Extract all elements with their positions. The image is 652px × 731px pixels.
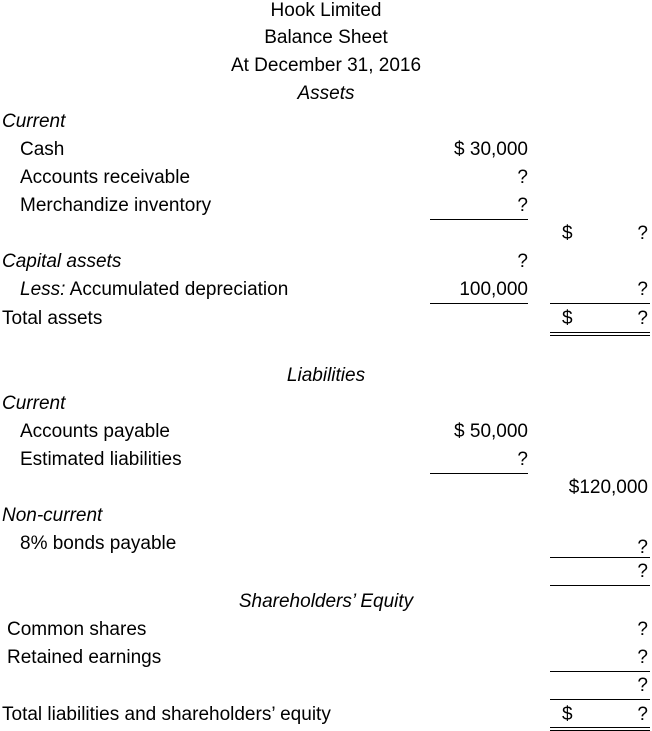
rule-line bbox=[430, 303, 528, 304]
est-liabilities-value: ? bbox=[517, 449, 528, 470]
rule-line bbox=[550, 699, 650, 700]
equity-heading: Shareholders’ Equity bbox=[238, 591, 414, 612]
rule-line bbox=[550, 557, 650, 558]
accum-depreciation-value: 100,000 bbox=[459, 279, 528, 300]
liabilities-heading: Liabilities bbox=[286, 365, 366, 386]
current-assets-label: Current bbox=[2, 111, 66, 132]
current-assets-dollar: $ bbox=[562, 223, 573, 244]
accum-label-text: Accumulated depreciation bbox=[65, 279, 289, 300]
ap-value: $ 50,000 bbox=[454, 421, 528, 442]
retained-earnings-value: ? bbox=[637, 647, 648, 668]
rule-line bbox=[430, 219, 528, 220]
double-rule-top bbox=[550, 332, 650, 333]
bonds-value: ? bbox=[637, 537, 648, 558]
current-liabilities-total: $120,000 bbox=[568, 477, 648, 498]
total-liabilities-value: ? bbox=[637, 561, 648, 582]
est-liabilities-label: Estimated liabilities bbox=[20, 449, 182, 470]
total-equity-value: ? bbox=[637, 675, 648, 696]
cash-value: $ 30,000 bbox=[454, 139, 528, 160]
total-assets-value: ? bbox=[637, 308, 648, 329]
inventory-label: Merchandize inventory bbox=[20, 195, 212, 216]
rule-line bbox=[430, 473, 528, 474]
bonds-label: 8% bonds payable bbox=[20, 533, 177, 554]
grand-total-label: Total liabilities and shareholders’ equity bbox=[2, 704, 331, 725]
ar-value: ? bbox=[517, 167, 528, 188]
capital-assets-value: ? bbox=[517, 251, 528, 272]
grand-total-value: ? bbox=[637, 704, 648, 725]
noncurrent-label: Non-current bbox=[2, 505, 103, 526]
capital-assets-label: Capital assets bbox=[2, 251, 122, 272]
rule-line bbox=[550, 303, 650, 304]
rule-line bbox=[550, 585, 650, 586]
total-assets-dollar: $ bbox=[562, 308, 573, 329]
assets-heading: Assets bbox=[297, 83, 355, 104]
current-assets-total: ? bbox=[637, 223, 648, 244]
rule-line bbox=[550, 671, 650, 672]
retained-earnings-label: Retained earnings bbox=[7, 647, 162, 668]
common-shares-value: ? bbox=[637, 619, 648, 640]
accum-depreciation-label bbox=[20, 279, 288, 301]
less-label: Less: bbox=[20, 279, 66, 300]
common-shares-label: Common shares bbox=[7, 619, 147, 640]
current-liabilities-label: Current bbox=[2, 393, 66, 414]
double-rule-top bbox=[550, 727, 650, 728]
statement-date: At December 31, 2016 bbox=[230, 55, 422, 76]
inventory-value: ? bbox=[517, 195, 528, 216]
ap-label: Accounts payable bbox=[20, 421, 170, 442]
ar-label: Accounts receivable bbox=[20, 167, 191, 188]
cash-label: Cash bbox=[20, 139, 65, 160]
company-name: Hook Limited bbox=[270, 0, 382, 21]
statement-title: Balance Sheet bbox=[264, 27, 388, 48]
capital-assets-net: ? bbox=[637, 279, 648, 300]
grand-total-dollar: $ bbox=[562, 704, 573, 725]
double-rule-bottom bbox=[550, 335, 650, 336]
total-assets-label: Total assets bbox=[2, 308, 103, 329]
